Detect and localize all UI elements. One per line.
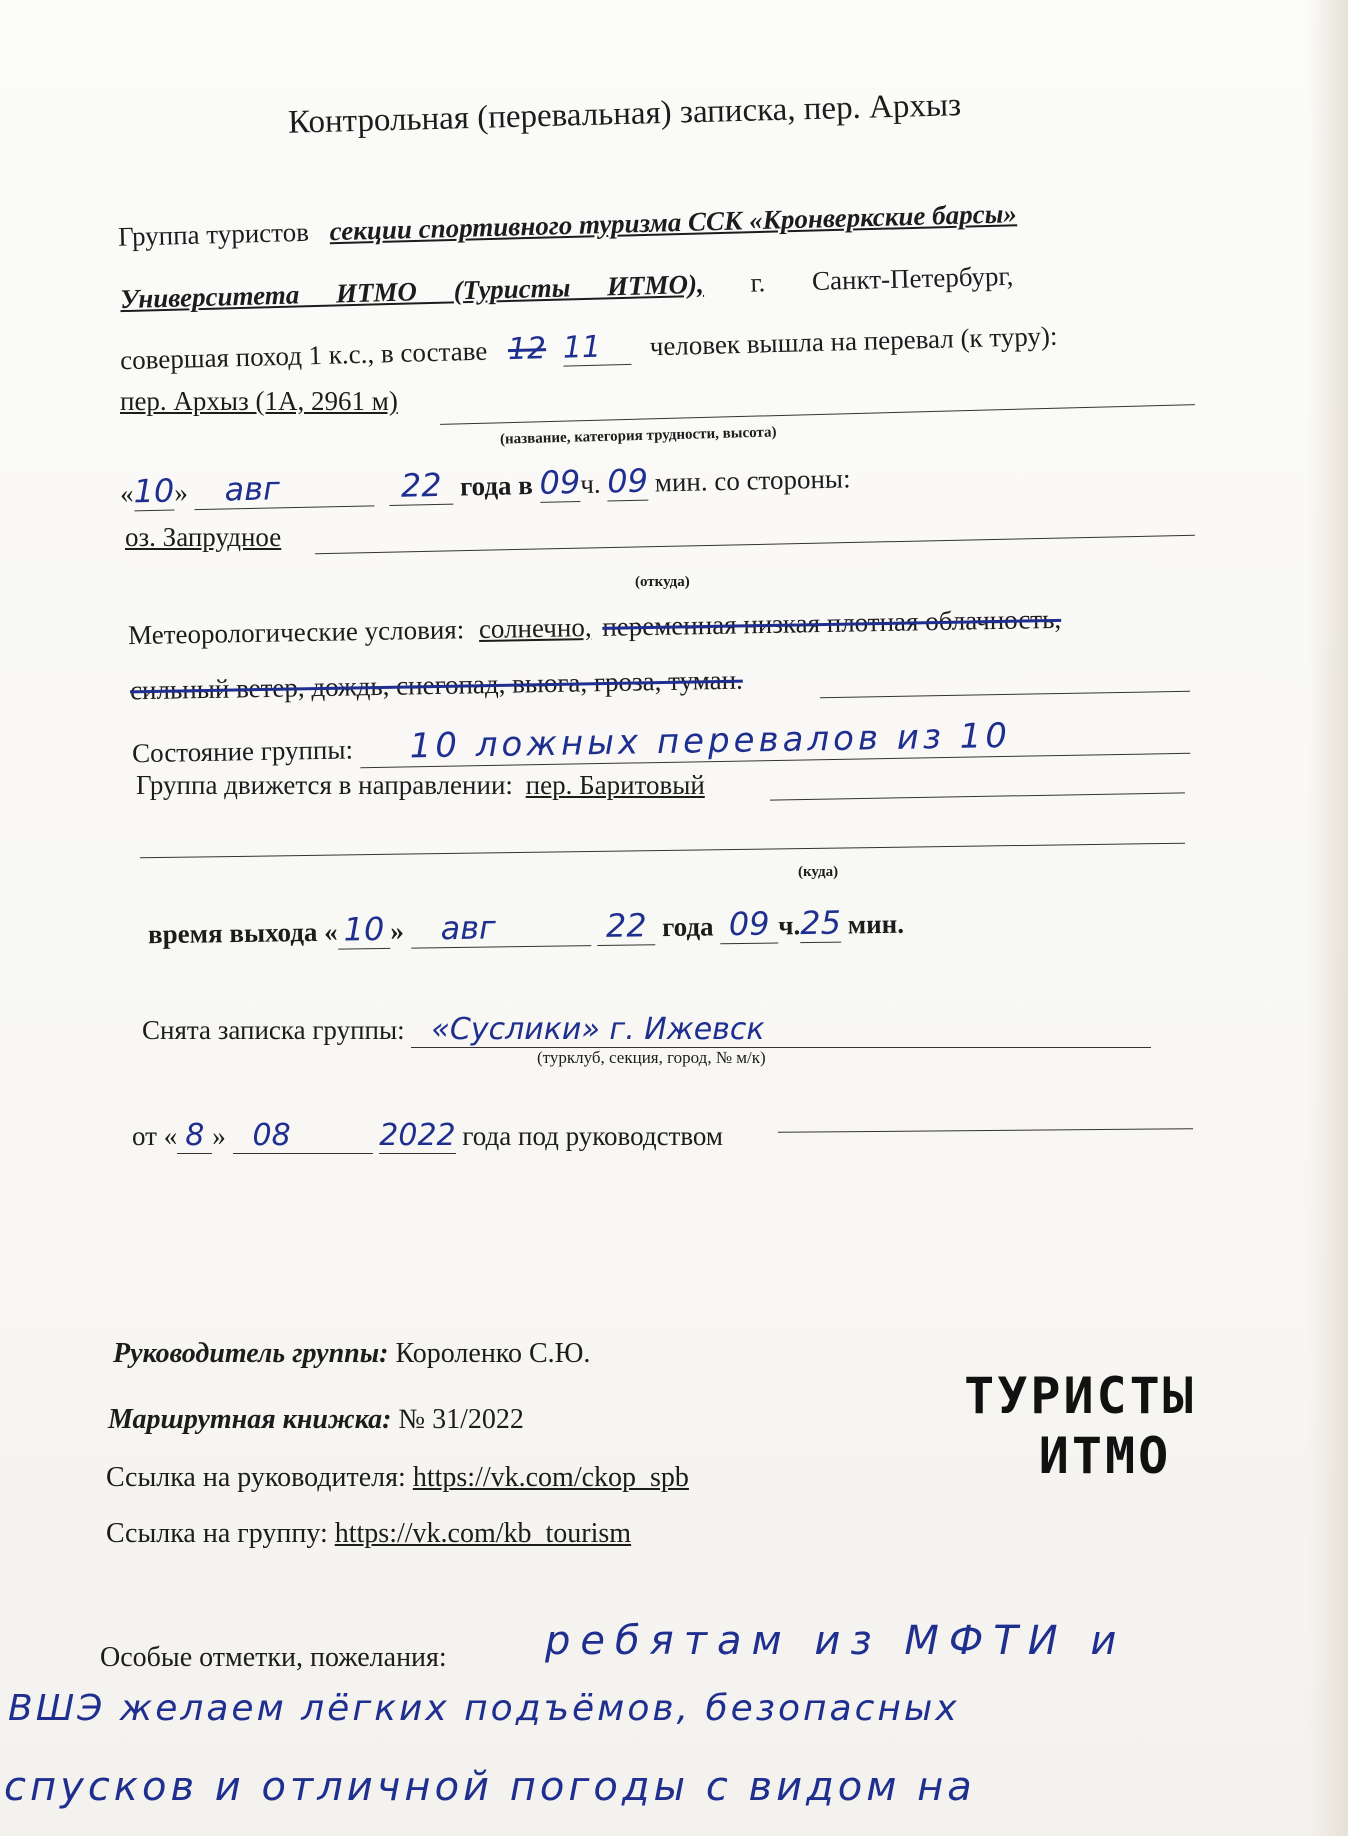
removed-value: «Суслики» г. Ижевск xyxy=(411,1012,1151,1048)
group-org-line2: Университета ИТМО (Туристы ИТМО), xyxy=(119,268,705,315)
state-label: Состояние группы: xyxy=(131,734,354,769)
dated-month: 08 xyxy=(233,1118,373,1154)
arrival-minute-text: мин. со стороны: xyxy=(654,463,851,498)
hike-text: совершая поход 1 к.с., в составе xyxy=(119,335,488,376)
departure-year: 22 xyxy=(597,906,656,946)
pass-value: пер. Архыз (1А, 2961 м) xyxy=(120,386,398,416)
leader-value: Короленко С.Ю. xyxy=(395,1338,591,1369)
departure-hour-suffix: ч. xyxy=(778,910,801,941)
group-label: Группа туристов xyxy=(117,216,310,252)
arrival-month: авг xyxy=(194,467,375,510)
arrival-minute: 09 xyxy=(606,461,649,501)
dated-line xyxy=(132,1118,723,1154)
group-org-line1: секции спортивного туризма ССК «Кронверкские барсы» xyxy=(329,198,1018,247)
people-text: человек вышла на перевал (к туру): xyxy=(649,320,1058,362)
notes-line1: ребятам из МФТИ и xyxy=(545,1618,1127,1664)
dated-suffix: года под руководством xyxy=(462,1121,723,1151)
book-label: Маршрутная книжка: xyxy=(108,1404,392,1435)
direction-line xyxy=(136,770,705,801)
arrival-hour: 09 xyxy=(539,463,581,502)
book-value: № 31/2022 xyxy=(398,1404,524,1435)
document-title: Контрольная (перевальная) записка, пер. Архыз xyxy=(287,87,962,141)
logo-line2: ИТМО xyxy=(1038,1427,1172,1485)
notes-line2: ВШЭ желаем лёгких подъёмов, безопасных xyxy=(8,1688,960,1729)
tourists-itmo-logo xyxy=(940,1366,1220,1486)
group-count-struck: 12 xyxy=(507,331,547,368)
arrival-year: 22 xyxy=(389,466,454,506)
group-link-line xyxy=(106,1518,631,1550)
paper-edge-shadow xyxy=(1308,0,1348,1836)
from-caption: (откуда) xyxy=(635,574,690,590)
weather-selected: солнечно, xyxy=(478,612,592,645)
leader-link[interactable]: https://vk.com/ckop_spb xyxy=(412,1462,689,1493)
dated-year: 2022 xyxy=(379,1118,456,1153)
weather-label: Метеорологические условия: xyxy=(127,614,465,651)
arrival-close-quote: » xyxy=(174,477,189,508)
state-value: 10 ложных перевалов из 10 xyxy=(359,713,1190,768)
direction-label: Группа движется в направлении: xyxy=(136,770,513,800)
city-prefix: г. xyxy=(750,267,766,298)
removed-line xyxy=(142,1012,1151,1048)
leader-label: Руководитель группы: xyxy=(113,1338,389,1369)
departure-minute: 25 xyxy=(799,903,842,943)
arrival-hour-suffix: ч. xyxy=(579,468,601,500)
departure-close-quote: » xyxy=(390,915,405,946)
notes-line3: спусков и отличной погоды с видом на xyxy=(4,1764,976,1810)
dated-close-quote: » xyxy=(212,1121,226,1151)
arrival-day: 10 xyxy=(133,471,175,511)
leader-line xyxy=(113,1338,590,1370)
departure-minute-text: мин. xyxy=(847,908,905,940)
group-link-label: Ссылка на группу: xyxy=(106,1518,328,1549)
notes-label: Особые отметки, пожелания: xyxy=(100,1642,447,1673)
departure-hour: 09 xyxy=(720,904,779,944)
dated-prefix: от « xyxy=(132,1121,178,1151)
pass-caption: (название, категория трудности, высота) xyxy=(499,424,777,448)
direction-caption: (куда) xyxy=(798,864,839,880)
dated-day: 8 xyxy=(177,1118,212,1154)
book-line xyxy=(108,1404,524,1436)
removed-caption: (турклуб, секция, город, № м/к) xyxy=(537,1048,766,1067)
departure-day: 10 xyxy=(337,910,390,950)
removed-label: Снята записка группы: xyxy=(142,1015,405,1045)
weather-struck-line2: сильный ветер, дождь, снегопад, вьюга, гроза, туман. xyxy=(129,664,744,706)
departure-label: время выхода « xyxy=(147,916,338,950)
logo-line1: ТУРИСТЫ xyxy=(964,1367,1196,1425)
departure-month: авг xyxy=(410,907,591,949)
leader-link-line xyxy=(106,1462,689,1494)
city-value: Санкт-Петербург, xyxy=(811,260,1014,297)
from-value: оз. Запрудное xyxy=(125,522,282,552)
group-link[interactable]: https://vk.com/kb_tourism xyxy=(334,1518,632,1549)
arrival-year-text: года в xyxy=(459,470,534,502)
arrival-open-quote: « xyxy=(119,478,134,509)
leader-link-label: Ссылка на руководителя: xyxy=(106,1462,406,1493)
weather-struck-line1: переменная низкая плотная облачность, xyxy=(602,603,1062,642)
direction-value: пер. Баритовый xyxy=(525,770,705,800)
departure-year-text: года xyxy=(661,911,714,943)
group-count: 11 xyxy=(562,329,631,367)
